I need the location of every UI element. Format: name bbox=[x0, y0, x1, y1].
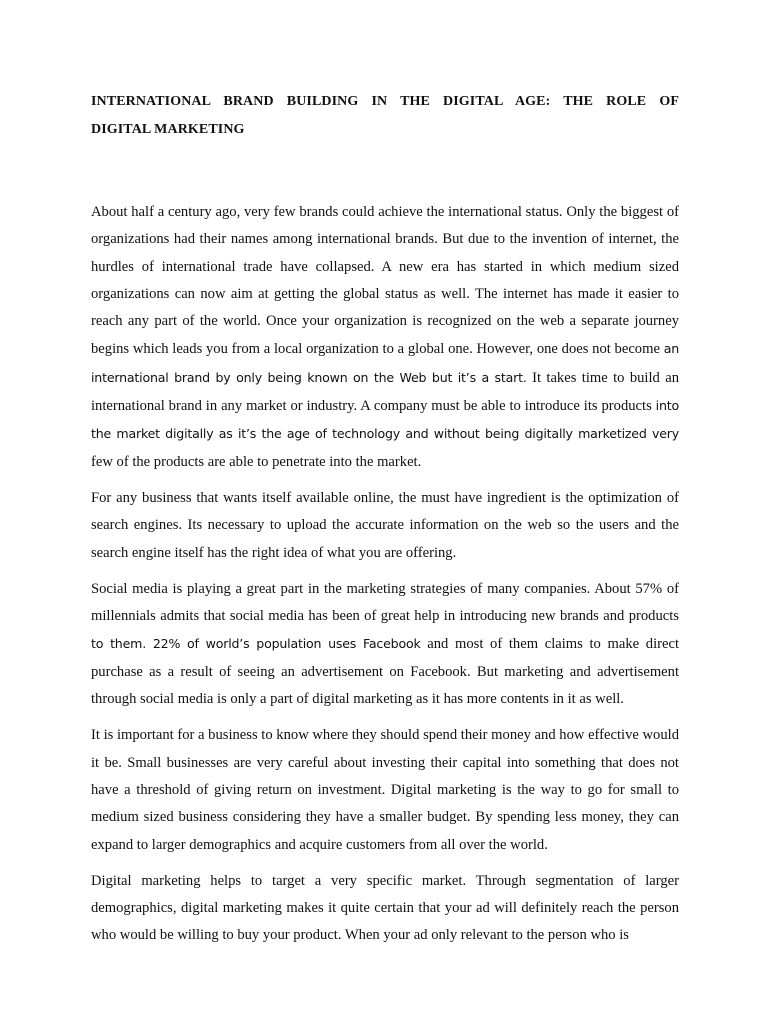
paragraph-1-text-c: It takes time to build an international brand in any market or industry. A company must be able to introduce its products bbox=[91, 369, 680, 415]
paragraph-1-text-a: About half a century ago, very few brands could achieve the international status. Only the biggest of organizations had their names among international brands. But due to the invention of internet, the hurdles of international trade have collapsed. A new era has started in which medium sized organizations can now aim at getting the global status as well. The internet has made it easier to reach any part of the world. Once your organization is recognized on the web a separate journey begins which leads you from a local organization to a global one. However, one does not become bbox=[91, 204, 679, 358]
document-title bbox=[91, 88, 679, 144]
paragraph-3-text-c: and most of them claims to make direct purchase as a result of seeing an advertisement on Facebook. But marketing and advertisement through social media is only a part of digital marketing as it has more contents in it as well. bbox=[91, 636, 680, 708]
paragraph-3-text-a: Social media is playing a great part in the marketing strategies of many companies. About 57% of millennials admits that social media has been of great help in introducing new brands and products bbox=[91, 580, 679, 625]
paragraph-5: Digital marketing helps to target a very specific market. Through segmentation of larger demographics, digital marketing makes it quite certain that your ad will definitely reach the person who would be willing to buy your product. When your ad only relevant to the person who is bbox=[91, 872, 679, 944]
title-line-2: DIGITAL MARKETING bbox=[91, 122, 245, 137]
paragraph-3-text-b: to them. 22% of world’s population uses Facebook bbox=[91, 636, 421, 652]
paragraph-1 bbox=[91, 199, 679, 476]
paragraph-1-text-e: few of the products are able to penetrate into the market. bbox=[91, 453, 422, 470]
paragraph-2: For any business that wants itself available online, the must have ingredient is the optimization of search engines. Its necessary to upload the accurate information on the web so the users and the search engine itself has the right idea of what you are offering. bbox=[91, 489, 679, 561]
paragraph-1-text-d: into the market digitally as it’s the age of technology and without being digitally marketized very bbox=[91, 398, 679, 442]
document-body bbox=[91, 88, 679, 950]
paragraph-4: It is important for a business to know where they should spend their money and how effective would it be. Small businesses are very careful about investing their capital into something that does not have a threshold of giving return on investment. Digital marketing is the way to go for small to medium sized business considering they have a smaller budget. By spending less money, they can expand to larger demographics and acquire customers from all over the world. bbox=[91, 727, 679, 853]
paragraph-3 bbox=[91, 576, 679, 713]
paragraph-1-text-b: an international brand by only being known on the Web but it’s a start. bbox=[91, 341, 679, 385]
title-line-1: INTERNATIONAL BRAND BUILDING IN THE DIGITAL AGE: THE ROLE OF bbox=[91, 94, 679, 109]
